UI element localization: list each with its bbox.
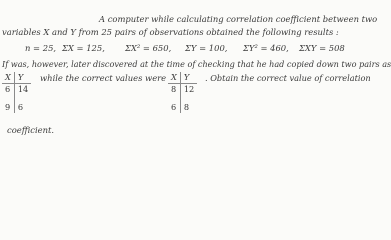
copied-header-y: Y — [14, 72, 31, 84]
correct-pairs-table — [168, 72, 197, 113]
line-5-mid: while the correct values were — [40, 73, 167, 83]
stat-sum-x: ΣX = 125, — [62, 43, 105, 53]
stat-sum-xy: ΣXY = 508 — [299, 43, 345, 53]
correct-header-x: X — [168, 72, 180, 84]
correct-cell: 8 — [168, 84, 180, 96]
copied-cell: 9 — [2, 102, 14, 113]
copied-pairs-table — [2, 72, 31, 113]
correct-cell: 12 — [183, 84, 195, 94]
correct-cell: 6 — [168, 102, 180, 113]
stat-n: n = 25, — [25, 43, 57, 53]
line-1: A computer while calculating correlation coefficient between two — [99, 14, 378, 24]
copied-cell: 6 — [17, 102, 24, 112]
line-2: variables X and Y from 25 pairs of observations obtained the following results : — [2, 27, 339, 37]
correct-header-y: Y — [180, 72, 197, 84]
copied-cell: 6 — [2, 84, 14, 96]
stat-sum-y2: ΣY² = 460, — [243, 43, 289, 53]
copied-header-x: X — [2, 72, 14, 84]
line-5-end: . Obtain the correct value of correlation — [205, 73, 371, 83]
stat-sum-x2: ΣX² = 650, — [125, 43, 172, 53]
line-4: If was, however, later discovered at the time of checking that he had copied down two pairs as — [2, 59, 391, 69]
copied-cell: 14 — [17, 84, 29, 94]
line-last: coefficient. — [7, 125, 55, 135]
correct-cell: 8 — [183, 102, 190, 112]
stat-sum-y: ΣY = 100, — [185, 43, 228, 53]
